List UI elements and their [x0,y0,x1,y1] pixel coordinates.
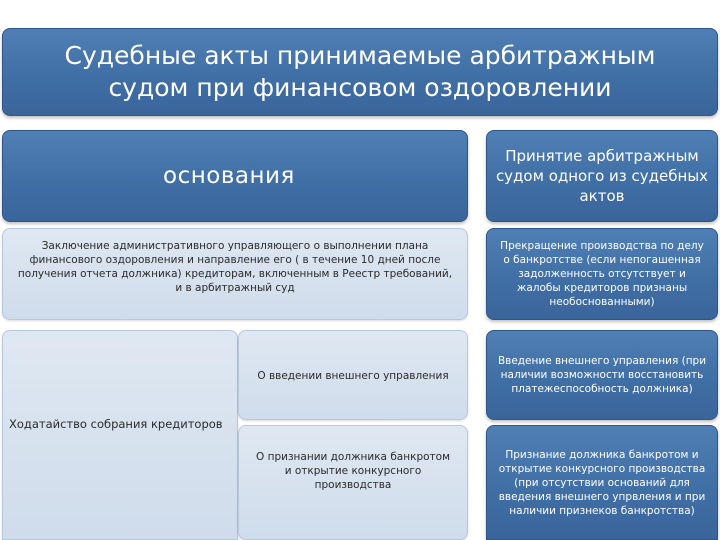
title-text: Судебные акты принимаемые арбитражным судом при финансовом оздоровлении [64,41,656,102]
ground-bankruptcy [238,425,468,540]
ground-administrator-report-text: Заключение административного управляющего о выполнении плана финансового оздоровления и направление его ( в течение 10 дней после получения отчета должника) кредиторам, включенным в Реестр требований, и в арбитражный суд [17,240,453,294]
act-external-management-text: Введение внешнего управления (при наличии возможности восстановить платежеспособность должника) [497,355,707,395]
header-grounds [2,130,468,222]
act-bankruptcy [486,425,718,540]
act-bankruptcy-text: Признание должника банкротом и открытие конкурсного производства (при отсутствии оснований для введения внешнего упрвления и при наличии признеков банкротства) [498,448,706,517]
header-acts [486,130,718,222]
page-title [2,28,718,116]
ground-administrator-report [2,228,468,320]
act-termination [486,228,718,320]
header-acts-label: Принятие арбитражным судом одного из судебных актов [495,147,709,205]
ground-external-management [238,330,468,420]
ground-creditors-petition-text: Ходатайство собрания кредиторов [9,417,223,431]
act-termination-text: Прекращение производства по делу о банкротстве (если непогашенная задолженность отсутствует и жалобы кредиторов признаны необоснованными) [500,240,704,308]
ground-bankruptcy-text: О признании должника банкротом и открытие конкурсного производства [255,451,450,491]
ground-creditors-petition [2,330,238,540]
header-grounds-label: основания [163,163,295,189]
ground-external-management-text: О введении внешнего управления [257,370,449,382]
act-external-management [486,330,718,420]
